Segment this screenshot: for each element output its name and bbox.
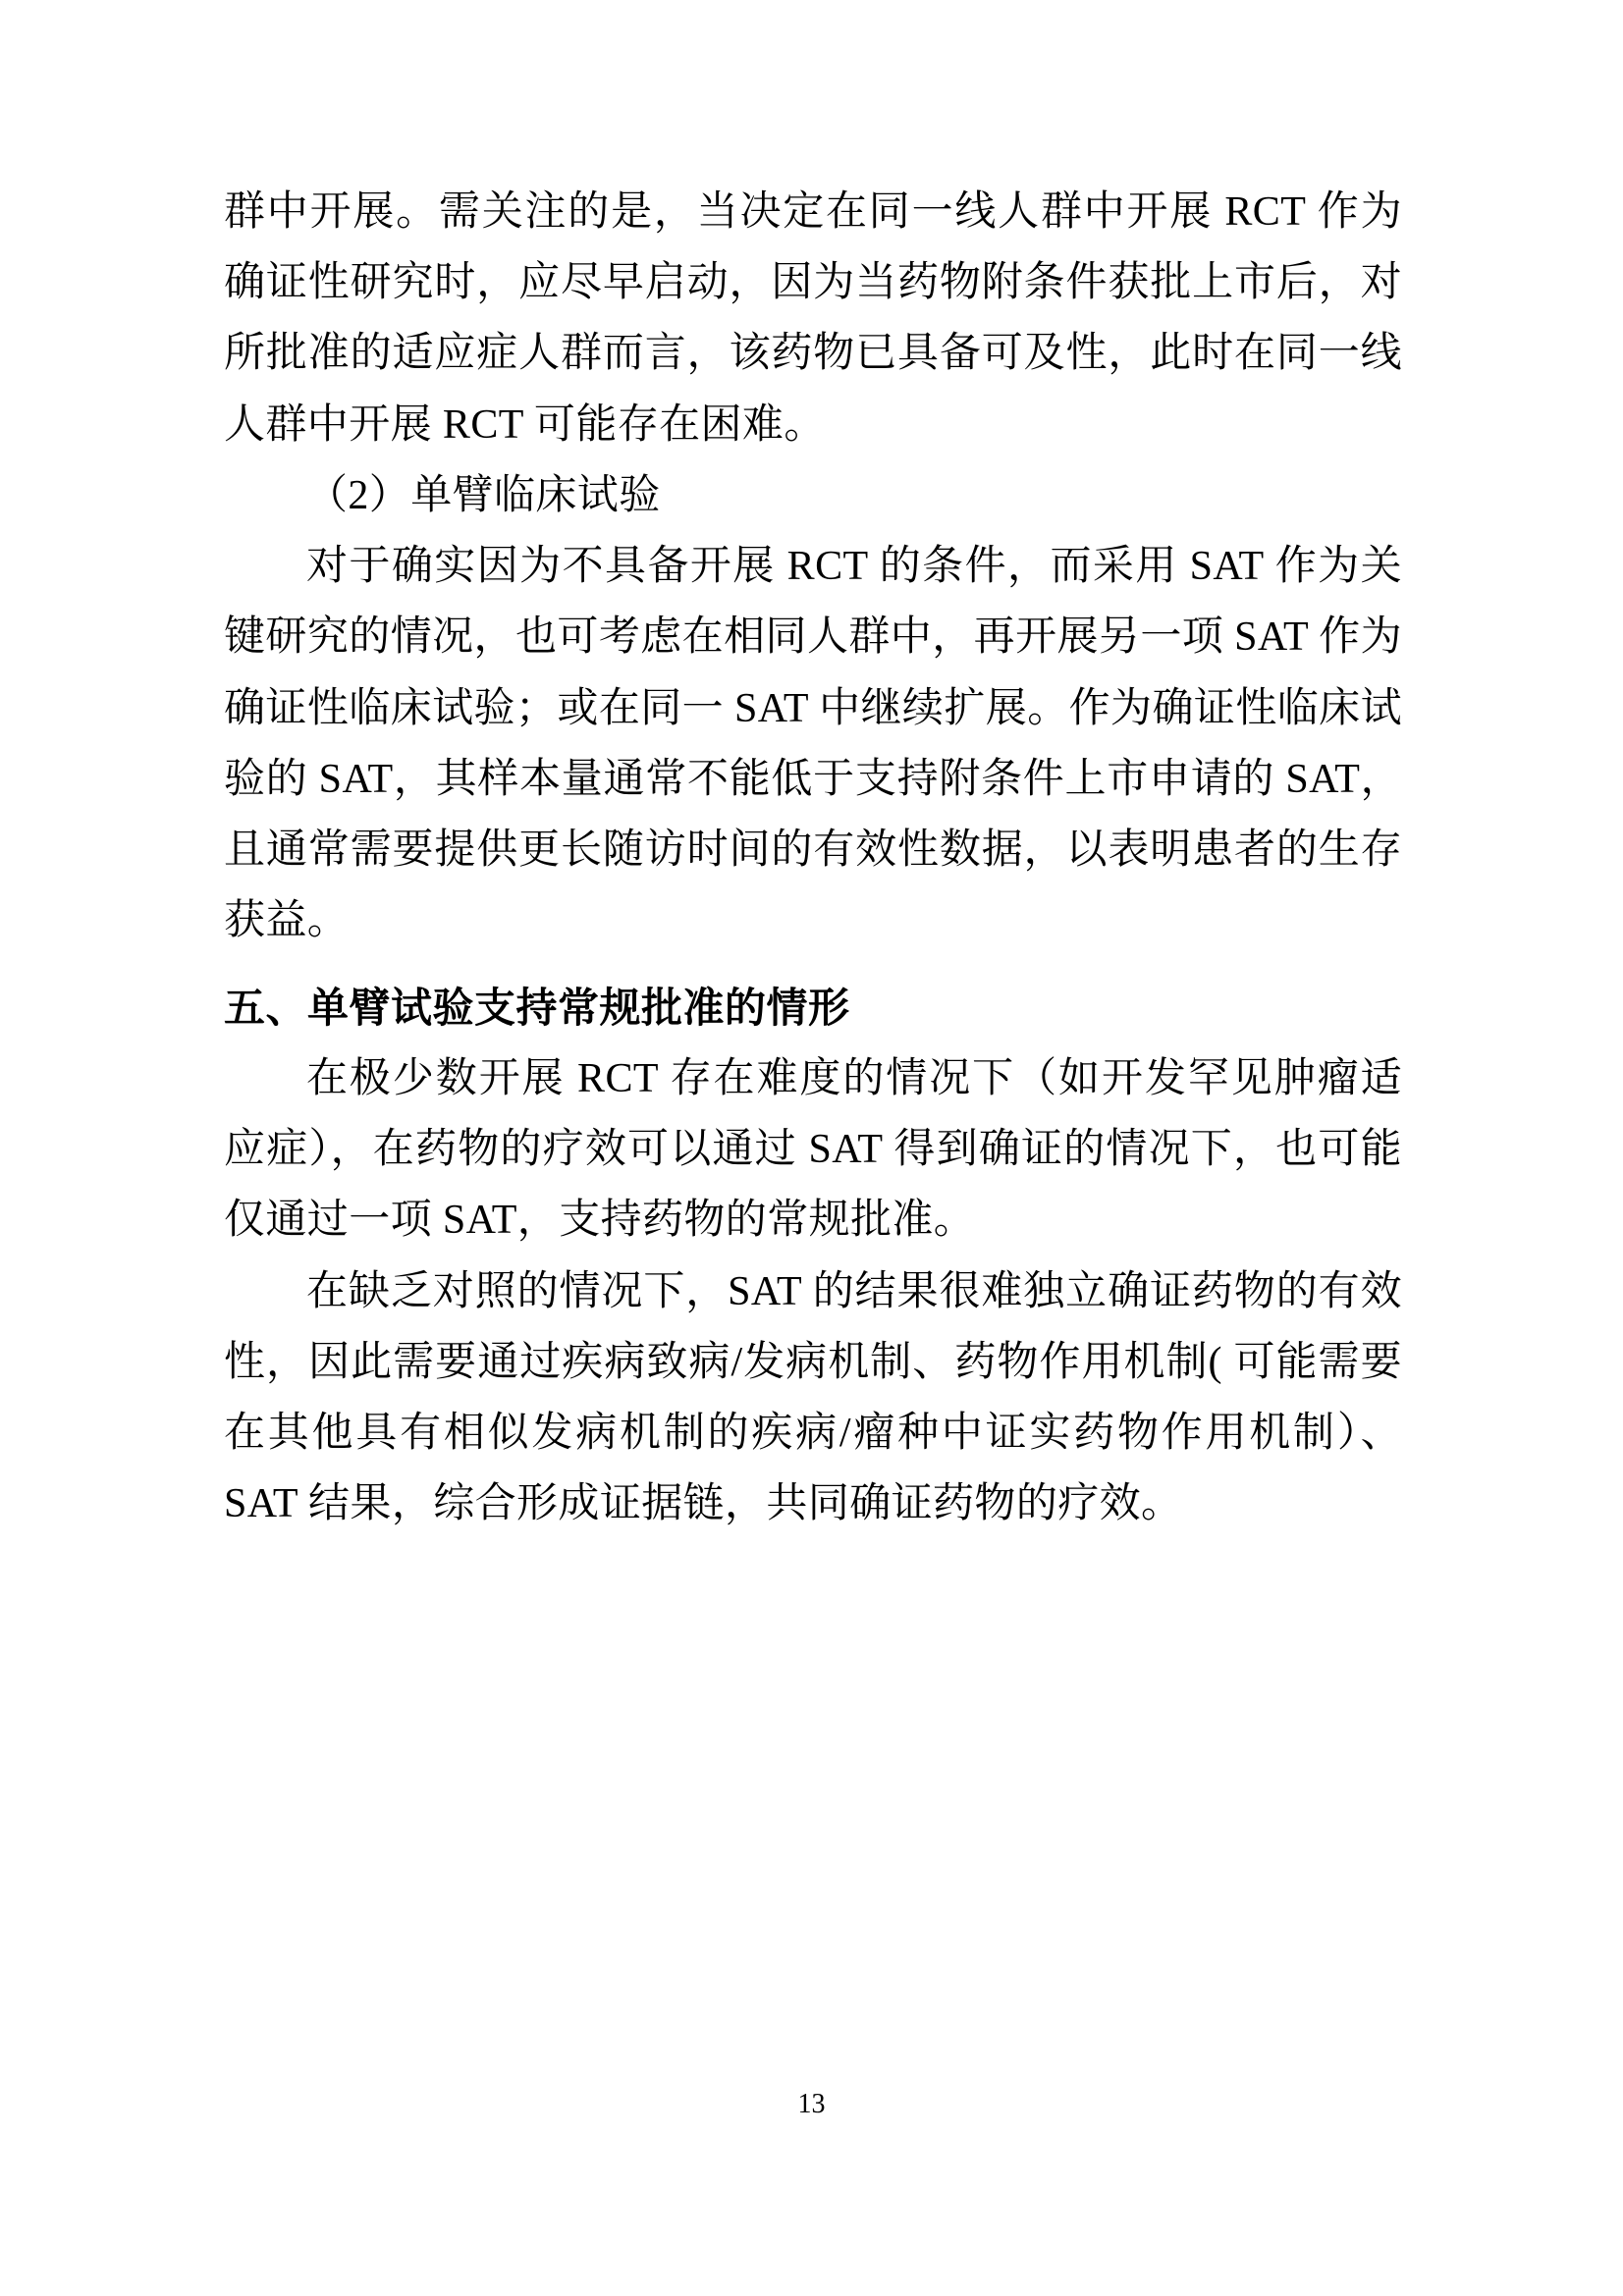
page-number: 13 xyxy=(797,2089,826,2119)
section-heading: 五、单臂试验支持常规批准的情形 xyxy=(224,984,850,1031)
paragraph-subheading: （2）单臂临床试验 xyxy=(306,472,661,518)
paragraph-body: 群中开展。需关注的是，当决定在同一线人群中开展 RCT 作为确证性研究时，应尽早启动，因为当药物附条件获批上市后，对所批准的适应症人群而言，该药物已具备可及性，此时在同一线人群中开展 RCT 可能存在困难。 xyxy=(224,189,1402,448)
page-content xyxy=(224,177,1402,1539)
paragraph-body: 在极少数开展 RCT 存在难度的情况下（如开发罕见肿瘤适应症），在药物的疗效可以通过 SAT 得到确证的情况下，也可能仅通过一项 SAT，支持药物的常规批准。 xyxy=(224,1055,1402,1244)
paragraph-body: 在缺乏对照的情况下，SAT 的结果很难独立确证药物的有效性，因此需要通过疾病致病/发病机制、药物作用机制( 可能需要在其他具有相似发病机制的疾病/瘤种中证实药物作用机制）、SAT 结果，综合形成证据链，共同确证药物的疗效。 xyxy=(224,1268,1402,1527)
paragraph-body: 对于确实因为不具备开展 RCT 的条件，而采用 SAT 作为关键研究的情况，也可考虑在相同人群中，再开展另一项 SAT 作为确证性临床试验；或在同一 SAT 中继续扩展。作为确证性临床试验的 SAT，其样本量通常不能低于支持附条件上市申请的 SAT，且通常需要提供更长随访时间的有效性数据，以表明患者的生存获益。 xyxy=(224,544,1402,944)
